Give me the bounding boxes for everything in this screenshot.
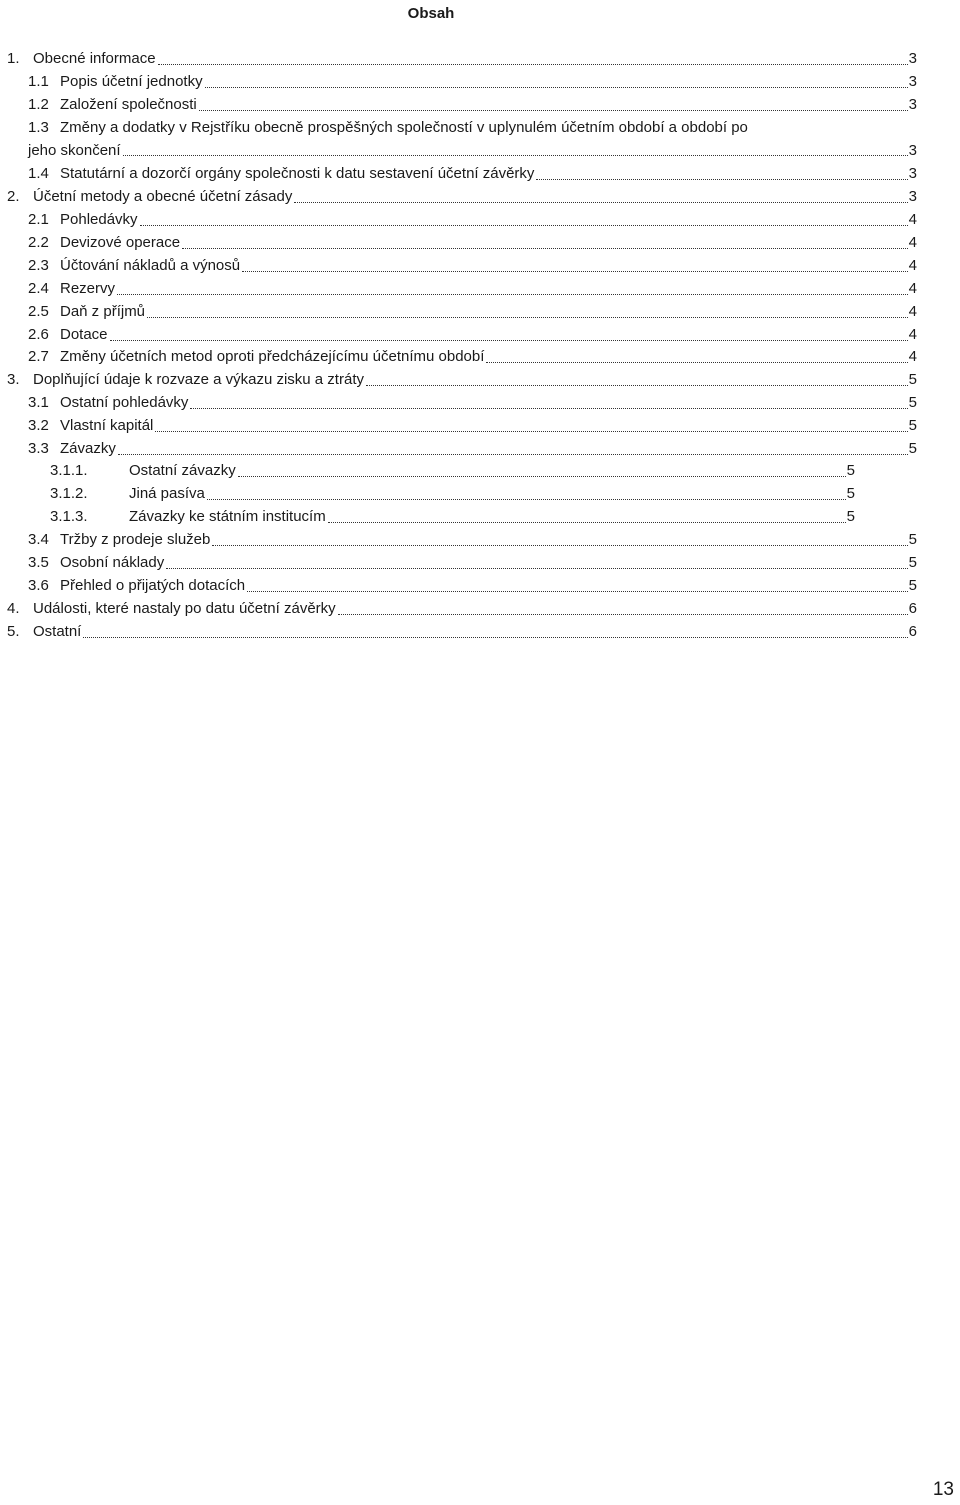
toc-entry-page: 3: [908, 96, 917, 113]
toc-entry-1[interactable]: [7, 49, 917, 69]
dot-leader: [190, 408, 907, 409]
toc-entry-label: Závazky: [60, 440, 116, 457]
dot-leader: [247, 591, 908, 592]
toc-entry-page: 5: [908, 554, 917, 571]
dot-leader: [212, 545, 907, 546]
toc-entry-line: [28, 116, 917, 139]
toc-entry-2-7[interactable]: [28, 347, 917, 367]
toc-entry-label: Ostatní závazky: [129, 462, 236, 479]
toc-entry-number: 2.: [7, 188, 20, 205]
toc-entry-5[interactable]: [7, 622, 917, 642]
toc-entry-page: 3: [908, 142, 917, 159]
dot-leader: [147, 317, 908, 318]
toc-entry-number: 1.2: [28, 96, 49, 113]
toc-entry-number: 3.6: [28, 577, 49, 594]
toc-entry-number: 3.5: [28, 554, 49, 571]
toc-entry-number: 3.1: [28, 394, 49, 411]
dot-leader: [486, 362, 907, 363]
toc-entry-label: Devizové operace: [60, 234, 181, 251]
toc-entry-page: 5: [908, 371, 917, 388]
dot-leader: [294, 202, 907, 203]
toc-entry-label: Změny a dodatky v Rejstříku obecně prospěšných společností v uplynulém účetním období a období po: [60, 119, 748, 136]
toc-entry-label: Účetní metody a obecné účetní zásady: [33, 188, 293, 205]
toc-entry-page: 5: [908, 440, 917, 457]
toc-entry-label: Doplňující údaje k rozvaze a výkazu zisku a ztráty: [33, 371, 364, 388]
toc-entry-1-4[interactable]: [28, 164, 917, 184]
dot-leader: [182, 248, 908, 249]
toc-entry-number: 1.1: [28, 73, 49, 90]
toc-entry-number: 3.1.1.: [50, 462, 88, 479]
dot-leader: [207, 499, 846, 500]
toc-entry-label: Ostatní pohledávky: [60, 394, 189, 411]
toc-entry-label: Obecné informace: [33, 50, 156, 67]
toc-entry-3-2[interactable]: [28, 416, 917, 436]
dot-leader: [338, 614, 908, 615]
toc-entry-page: 3: [908, 165, 917, 182]
toc-entry-3-5[interactable]: [28, 553, 917, 573]
toc-entry-label: Popis účetní jednotky: [60, 73, 203, 90]
toc-entry-page: 4: [908, 257, 917, 274]
toc-entry-number: 2.6: [28, 326, 49, 343]
toc-entry-number: 2.5: [28, 303, 49, 320]
toc-entry-label: Dotace: [60, 326, 108, 343]
toc-entry-page: 5: [908, 577, 917, 594]
toc-entry-3-1-2[interactable]: [50, 484, 855, 504]
toc-entry-page: 4: [908, 211, 917, 228]
toc-entry-page: 4: [908, 326, 917, 343]
toc-entry-page: 6: [908, 623, 917, 640]
dot-leader: [328, 522, 846, 523]
toc-entry-number: 2.2: [28, 234, 49, 251]
dot-leader: [123, 155, 908, 156]
toc-entry-number: 1.: [7, 50, 20, 67]
dot-leader: [238, 476, 846, 477]
dot-leader: [155, 431, 907, 432]
toc-entry-number: 2.1: [28, 211, 49, 228]
toc-entry-page: 3: [908, 188, 917, 205]
toc-entry-3-1[interactable]: [28, 393, 917, 413]
dot-leader: [242, 271, 908, 272]
toc-entry-label: Rezervy: [60, 280, 116, 297]
toc-entry-number: 3.4: [28, 531, 49, 548]
toc-entry-1-1[interactable]: [28, 72, 917, 92]
dot-leader: [140, 225, 908, 226]
toc-entry-2-3[interactable]: [28, 256, 917, 276]
toc-entry-page: 3: [908, 73, 917, 90]
toc-entry-label: Jiná pasíva: [129, 485, 205, 502]
toc-entry-page: 5: [908, 417, 917, 434]
toc-entry-page: 5: [846, 462, 855, 479]
toc-entry-label: Účtování nákladů a výnosů: [60, 257, 241, 274]
toc-entry-page: 5: [846, 508, 855, 525]
toc-entry-page: 5: [908, 531, 917, 548]
toc-entry-number: 2.4: [28, 280, 49, 297]
toc-entry-label: Tržby z prodeje služeb: [60, 531, 211, 548]
toc-entry-label: Založení společnosti: [60, 96, 197, 113]
toc-entry-number: 2.3: [28, 257, 49, 274]
toc-entry-3-3[interactable]: [28, 439, 917, 459]
toc-entry-label: Vlastní kapitál: [60, 417, 154, 434]
toc-entry-2-2[interactable]: [28, 233, 917, 253]
page-number: 13: [932, 1479, 954, 1500]
toc-title: Obsah: [407, 5, 455, 22]
dot-leader: [118, 454, 908, 455]
toc-entry-page: 5: [908, 394, 917, 411]
toc-entry-page: 6: [908, 600, 917, 617]
toc-entry-label: Pohledávky: [60, 211, 138, 228]
toc-entry-2-6[interactable]: [28, 325, 917, 345]
toc-entry-number: 3.1.3.: [50, 508, 88, 525]
toc-entry-page: 4: [908, 280, 917, 297]
toc-entry-1-2[interactable]: [28, 95, 917, 115]
toc-entry-label: Změny účetních metod oproti předcházejícímu účetnímu období: [60, 348, 485, 365]
toc-entry-1-3[interactable]: [28, 116, 917, 162]
toc-entry-line: [28, 139, 917, 162]
toc-entry-number: 1.3: [28, 119, 49, 136]
toc-entry-2-5[interactable]: [28, 302, 917, 322]
toc-entry-label-continued: jeho skončení: [28, 142, 121, 159]
toc-entry-page: 4: [908, 348, 917, 365]
toc-entry-label: Osobní náklady: [60, 554, 165, 571]
toc-entry-label: Závazky ke státním institucím: [129, 508, 326, 525]
toc-entry-label: Ostatní: [33, 623, 82, 640]
toc-entry-4[interactable]: [7, 599, 917, 619]
toc-entry-page: 3: [908, 50, 917, 67]
dot-leader: [366, 385, 908, 386]
toc-entry-3[interactable]: [7, 370, 917, 390]
dot-leader: [83, 637, 907, 638]
toc-entry-page: 4: [908, 303, 917, 320]
dot-leader: [536, 179, 907, 180]
toc-entry-number: 3.3: [28, 440, 49, 457]
toc-entry-label: Přehled o přijatých dotacích: [60, 577, 246, 594]
toc-entry-number: 3.1.2.: [50, 485, 88, 502]
toc-entry-label: Statutární a dozorčí orgány společnosti k datu sestavení účetní závěrky: [60, 165, 535, 182]
dot-leader: [199, 110, 908, 111]
dot-leader: [117, 294, 908, 295]
toc-entry-2-1[interactable]: [28, 210, 917, 230]
toc-entry-page: 4: [908, 234, 917, 251]
toc-entry-2-4[interactable]: [28, 279, 917, 299]
toc-entry-3-1-1[interactable]: [50, 461, 855, 481]
toc-entry-number: 5.: [7, 623, 20, 640]
dot-leader: [110, 340, 908, 341]
dot-leader: [205, 87, 908, 88]
toc-entry-page: 5: [846, 485, 855, 502]
toc-entry-number: 2.7: [28, 348, 49, 365]
toc-entry-number: 3.2: [28, 417, 49, 434]
toc-entry-number: 3.: [7, 371, 20, 388]
toc-entry-number: 1.4: [28, 165, 49, 182]
dot-leader: [166, 568, 907, 569]
toc-entry-number: 4.: [7, 600, 20, 617]
toc-entry-3-4[interactable]: [28, 530, 917, 550]
dot-leader: [158, 64, 908, 65]
toc-entry-label: Daň z příjmů: [60, 303, 146, 320]
toc-entry-3-6[interactable]: [28, 576, 917, 596]
toc-entry-label: Události, které nastaly po datu účetní závěrky: [33, 600, 336, 617]
toc-entry-3-1-3[interactable]: [50, 507, 855, 527]
toc-entry-2[interactable]: [7, 187, 917, 207]
